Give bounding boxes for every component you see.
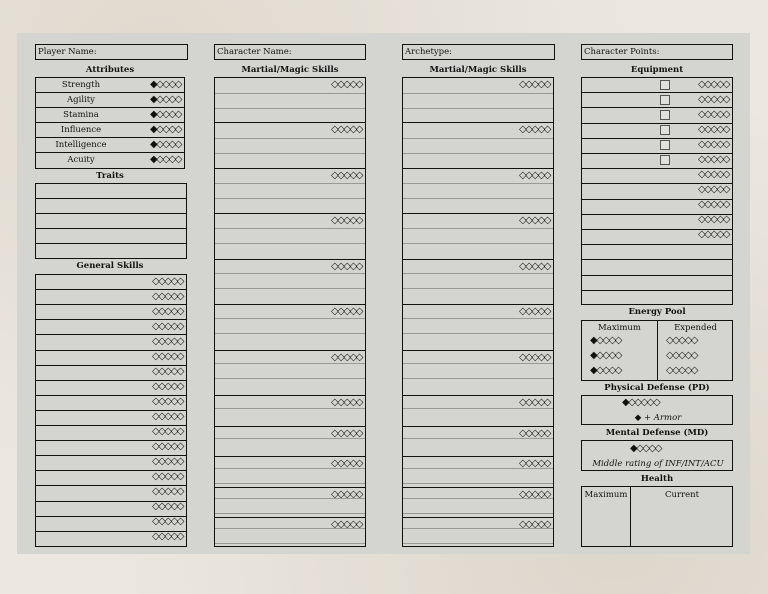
martial-magic-skill-rating[interactable]: ◇◇◇◇◇	[331, 215, 362, 226]
health-maximum-label: Maximum	[584, 490, 628, 500]
skill-subline	[403, 438, 553, 439]
row-divider	[36, 319, 186, 320]
row-divider	[582, 275, 732, 276]
row-divider	[36, 470, 186, 471]
physical-defense-box[interactable]	[581, 395, 733, 425]
energy-maximum-rating[interactable]: ◆◇◇◇◇	[590, 365, 621, 376]
energy-expended-rating[interactable]: ◇◇◇◇◇	[666, 335, 697, 346]
character-sheet	[17, 33, 750, 554]
martial-magic-skill-rating[interactable]: ◇◇◇◇◇	[331, 428, 362, 439]
skill-subline	[215, 243, 365, 244]
row-divider	[36, 350, 186, 351]
character-name-field[interactable]: Character Name:	[214, 44, 366, 60]
row-divider	[36, 365, 186, 366]
row-divider	[582, 229, 732, 230]
skill-subline	[215, 438, 365, 439]
skill-subline	[215, 333, 365, 334]
attribute-label-intelligence: Intelligence	[55, 140, 107, 150]
equipment-rating[interactable]: ◇◇◇◇◇	[698, 139, 729, 150]
skill-subline	[403, 483, 553, 484]
row-divider	[582, 168, 732, 169]
row-divider	[36, 243, 186, 244]
row-divider	[36, 485, 186, 486]
general-skill-rating[interactable]: ◇◇◇◇◇	[152, 501, 183, 512]
row-divider	[582, 138, 732, 139]
general-skill-rating[interactable]: ◇◇◇◇◇	[152, 381, 183, 392]
attribute-label-stamina: Stamina	[63, 110, 99, 120]
skill-block-divider	[403, 426, 553, 427]
row-divider	[582, 153, 732, 154]
equipment-rating[interactable]: ◇◇◇◇◇	[698, 124, 729, 135]
martial-magic-skill-rating[interactable]: ◇◇◇◇◇	[519, 170, 550, 181]
skill-subline	[215, 363, 365, 364]
attributes-box	[35, 77, 185, 169]
skill-subline	[403, 198, 553, 199]
attribute-label-acuity: Acuity	[67, 155, 95, 165]
attribute-rating-stamina[interactable]: ◆◇◇◇◇	[150, 109, 181, 120]
skill-subline	[215, 498, 365, 499]
martial-magic-skills-heading-1: Martial/Magic Skills	[241, 65, 339, 75]
general-skill-rating[interactable]: ◇◇◇◇◇	[152, 276, 183, 287]
energy-maximum-rating[interactable]: ◆◇◇◇◇	[590, 350, 621, 361]
mental-defense-heading: Mental Defense (MD)	[605, 428, 709, 438]
skill-block-divider	[403, 456, 553, 457]
skill-subline	[215, 153, 365, 154]
general-skill-rating[interactable]: ◇◇◇◇◇	[152, 411, 183, 422]
general-skill-rating[interactable]: ◇◇◇◇◇	[152, 471, 183, 482]
energy-expended-rating[interactable]: ◇◇◇◇◇	[666, 365, 697, 376]
row-divider	[582, 244, 732, 245]
skill-subline	[215, 378, 365, 379]
pd-armor-diamond: ◆	[634, 413, 644, 423]
skill-block-divider	[215, 487, 365, 488]
attribute-rating-agility[interactable]: ◆◇◇◇◇	[150, 94, 181, 105]
row-divider	[36, 137, 184, 138]
skill-subline	[403, 138, 553, 139]
martial-magic-skill-rating[interactable]: ◇◇◇◇◇	[519, 489, 550, 500]
martial-magic-skill-rating[interactable]: ◇◇◇◇◇	[331, 397, 362, 408]
skill-subline	[215, 318, 365, 319]
skill-block-divider	[215, 213, 365, 214]
skill-subline	[403, 318, 553, 319]
martial-magic-skill-rating[interactable]: ◇◇◇◇◇	[519, 215, 550, 226]
md-note: Middle rating of INF/INT/ACU	[592, 459, 724, 469]
energy-maximum-label: Maximum	[598, 323, 641, 333]
row-divider	[36, 440, 186, 441]
general-skill-rating[interactable]: ◇◇◇◇◇	[152, 321, 183, 332]
row-divider	[36, 289, 186, 290]
skill-block-divider	[215, 304, 365, 305]
martial-magic-skill-rating[interactable]: ◇◇◇◇◇	[331, 124, 362, 135]
skill-subline	[403, 408, 553, 409]
skill-subline	[215, 93, 365, 94]
martial-magic-skill-rating[interactable]: ◇◇◇◇◇	[519, 124, 550, 135]
row-divider	[36, 501, 186, 502]
equipment-equipped-checkbox[interactable]	[660, 140, 670, 150]
row-divider	[582, 107, 732, 108]
skill-subline	[215, 513, 365, 514]
row-divider	[582, 199, 732, 200]
skill-subline	[215, 543, 365, 544]
attribute-label-strength: Strength	[61, 80, 101, 90]
physical-defense-rating[interactable]: ◆◇◇◇◇◇	[622, 397, 660, 408]
equipment-heading: Equipment	[630, 65, 684, 75]
skill-block-divider	[215, 517, 365, 518]
row-divider	[36, 228, 186, 229]
skill-subline	[403, 273, 553, 274]
equipment-equipped-checkbox[interactable]	[660, 125, 670, 135]
skill-block-divider	[403, 395, 553, 396]
skill-subline	[215, 198, 365, 199]
row-divider	[36, 455, 186, 456]
skill-subline	[403, 363, 553, 364]
mental-defense-box[interactable]	[581, 440, 733, 471]
general-skills-heading: General Skills	[76, 261, 144, 271]
martial-magic-skills-box-2[interactable]	[402, 77, 554, 547]
energy-maximum-rating[interactable]: ◆◇◇◇◇	[590, 335, 621, 346]
skill-block-divider	[215, 395, 365, 396]
skill-block-divider	[403, 122, 553, 123]
martial-magic-skill-rating[interactable]: ◇◇◇◇◇	[331, 458, 362, 469]
skill-subline	[215, 468, 365, 469]
martial-magic-skill-rating[interactable]: ◇◇◇◇◇	[331, 352, 362, 363]
martial-magic-skill-rating[interactable]: ◇◇◇◇◇	[331, 306, 362, 317]
row-divider	[582, 290, 732, 291]
martial-magic-skill-rating[interactable]: ◇◇◇◇◇	[331, 79, 362, 90]
attribute-label-influence: Influence	[60, 125, 102, 135]
skill-subline	[215, 288, 365, 289]
row-divider	[36, 334, 186, 335]
equipment-rating[interactable]: ◇◇◇◇◇	[698, 184, 729, 195]
skill-subline	[403, 378, 553, 379]
character-points-field[interactable]: Character Points:	[581, 44, 733, 60]
row-divider	[36, 410, 186, 411]
traits-heading: Traits	[96, 171, 124, 181]
skill-block-divider	[215, 426, 365, 427]
health-current-label: Current	[664, 490, 700, 500]
skill-block-divider	[403, 487, 553, 488]
row-divider	[36, 213, 186, 214]
skill-subline	[403, 228, 553, 229]
skill-subline	[403, 183, 553, 184]
skill-block-divider	[215, 350, 365, 351]
general-skill-rating[interactable]: ◇◇◇◇◇	[152, 516, 183, 527]
skill-subline	[215, 483, 365, 484]
martial-magic-skill-rating[interactable]: ◇◇◇◇◇	[331, 519, 362, 530]
attributes-heading: Attributes	[85, 65, 135, 75]
row-divider	[582, 183, 732, 184]
skill-subline	[403, 543, 553, 544]
equipment-rating[interactable]: ◇◇◇◇◇	[698, 154, 729, 165]
skill-subline	[215, 273, 365, 274]
energy-pool-box[interactable]	[581, 320, 733, 381]
skill-subline	[215, 528, 365, 529]
equipment-rating[interactable]: ◇◇◇◇◇	[698, 94, 729, 105]
general-skill-rating[interactable]: ◇◇◇◇◇	[152, 351, 183, 362]
skill-subline	[403, 288, 553, 289]
skill-block-divider	[403, 259, 553, 260]
row-divider	[36, 516, 186, 517]
equipment-rating[interactable]: ◇◇◇◇◇	[698, 229, 729, 240]
skill-subline	[403, 153, 553, 154]
skill-subline	[403, 498, 553, 499]
row-divider	[582, 92, 732, 93]
row-divider	[36, 198, 186, 199]
skill-block-divider	[403, 304, 553, 305]
skill-block-divider	[215, 168, 365, 169]
row-divider	[36, 122, 184, 123]
martial-magic-skill-rating[interactable]: ◇◇◇◇◇	[331, 489, 362, 500]
attribute-rating-acuity[interactable]: ◆◇◇◇◇	[150, 154, 181, 165]
skill-subline	[403, 243, 553, 244]
general-skill-rating[interactable]: ◇◇◇◇◇	[152, 336, 183, 347]
energy-pool-heading: Energy Pool	[628, 307, 686, 317]
equipment-rating[interactable]: ◇◇◇◇◇	[698, 169, 729, 180]
general-skill-rating[interactable]: ◇◇◇◇◇	[152, 291, 183, 302]
skill-subline	[215, 138, 365, 139]
equipment-equipped-checkbox[interactable]	[660, 95, 670, 105]
skill-block-divider	[403, 168, 553, 169]
pd-armor-note: ◆ + Armor	[634, 413, 682, 423]
martial-magic-skill-rating[interactable]: ◇◇◇◇◇	[519, 458, 550, 469]
equipment-rating[interactable]: ◇◇◇◇◇	[698, 109, 729, 120]
row-divider	[36, 152, 184, 153]
energy-expended-rating[interactable]: ◇◇◇◇◇	[666, 350, 697, 361]
equipment-rating[interactable]: ◇◇◇◇◇	[698, 214, 729, 225]
attribute-rating-influence[interactable]: ◆◇◇◇◇	[150, 124, 181, 135]
general-skill-rating[interactable]: ◇◇◇◇◇	[152, 441, 183, 452]
martial-magic-skill-rating[interactable]: ◇◇◇◇◇	[519, 79, 550, 90]
martial-magic-skill-rating[interactable]: ◇◇◇◇◇	[519, 261, 550, 272]
skill-subline	[403, 528, 553, 529]
row-divider	[36, 531, 186, 532]
skill-subline	[215, 183, 365, 184]
skill-block-divider	[403, 213, 553, 214]
skill-subline	[403, 333, 553, 334]
skill-subline	[215, 408, 365, 409]
physical-defense-heading: Physical Defense (PD)	[604, 383, 710, 393]
martial-magic-skill-rating[interactable]: ◇◇◇◇◇	[331, 261, 362, 272]
row-divider	[36, 304, 186, 305]
row-divider	[36, 92, 184, 93]
archetype-field[interactable]: Archetype:	[402, 44, 555, 60]
skill-block-divider	[403, 350, 553, 351]
row-divider	[36, 395, 186, 396]
skill-subline	[403, 468, 553, 469]
skill-block-divider	[403, 517, 553, 518]
general-skill-rating[interactable]: ◇◇◇◇◇	[152, 486, 183, 497]
attribute-rating-strength[interactable]: ◆◇◇◇◇	[150, 79, 181, 90]
row-divider	[36, 107, 184, 108]
skill-block-divider	[215, 456, 365, 457]
equipment-box[interactable]	[581, 77, 733, 305]
martial-magic-skills-heading-2: Martial/Magic Skills	[429, 65, 527, 75]
general-skill-rating[interactable]: ◇◇◇◇◇	[152, 306, 183, 317]
skill-block-divider	[215, 122, 365, 123]
equipment-equipped-checkbox[interactable]	[660, 155, 670, 165]
energy-expended-label: Expended	[674, 323, 717, 333]
attribute-label-agility: Agility	[67, 95, 95, 105]
equipment-equipped-checkbox[interactable]	[660, 80, 670, 90]
row-divider	[582, 123, 732, 124]
general-skill-rating[interactable]: ◇◇◇◇◇	[152, 426, 183, 437]
martial-magic-skills-box-1[interactable]	[214, 77, 366, 547]
mental-defense-rating[interactable]: ◆◇◇◇◇	[630, 443, 661, 454]
equipment-rating[interactable]: ◇◇◇◇◇	[698, 199, 729, 210]
general-skills-box[interactable]	[35, 274, 187, 547]
skill-subline	[403, 513, 553, 514]
equipment-rating[interactable]: ◇◇◇◇◇	[698, 79, 729, 90]
skill-subline	[403, 108, 553, 109]
general-skill-rating[interactable]: ◇◇◇◇◇	[152, 531, 183, 542]
player-name-field[interactable]: Player Name:	[35, 44, 188, 60]
martial-magic-skill-rating[interactable]: ◇◇◇◇◇	[519, 397, 550, 408]
skill-subline	[215, 108, 365, 109]
skill-subline	[403, 93, 553, 94]
health-box[interactable]	[581, 486, 733, 547]
row-divider	[36, 425, 186, 426]
row-divider	[582, 214, 732, 215]
martial-magic-skill-rating[interactable]: ◇◇◇◇◇	[331, 170, 362, 181]
martial-magic-skill-rating[interactable]: ◇◇◇◇◇	[519, 519, 550, 530]
traits-box[interactable]	[35, 183, 187, 259]
attribute-rating-intelligence[interactable]: ◆◇◇◇◇	[150, 139, 181, 150]
martial-magic-skill-rating[interactable]: ◇◇◇◇◇	[519, 306, 550, 317]
martial-magic-skill-rating[interactable]: ◇◇◇◇◇	[519, 428, 550, 439]
general-skill-rating[interactable]: ◇◇◇◇◇	[152, 396, 183, 407]
skill-subline	[215, 228, 365, 229]
health-heading: Health	[640, 474, 674, 484]
equipment-equipped-checkbox[interactable]	[660, 110, 670, 120]
row-divider	[36, 380, 186, 381]
general-skill-rating[interactable]: ◇◇◇◇◇	[152, 366, 183, 377]
martial-magic-skill-rating[interactable]: ◇◇◇◇◇	[519, 352, 550, 363]
general-skill-rating[interactable]: ◇◇◇◇◇	[152, 456, 183, 467]
row-divider	[582, 259, 732, 260]
skill-block-divider	[215, 259, 365, 260]
